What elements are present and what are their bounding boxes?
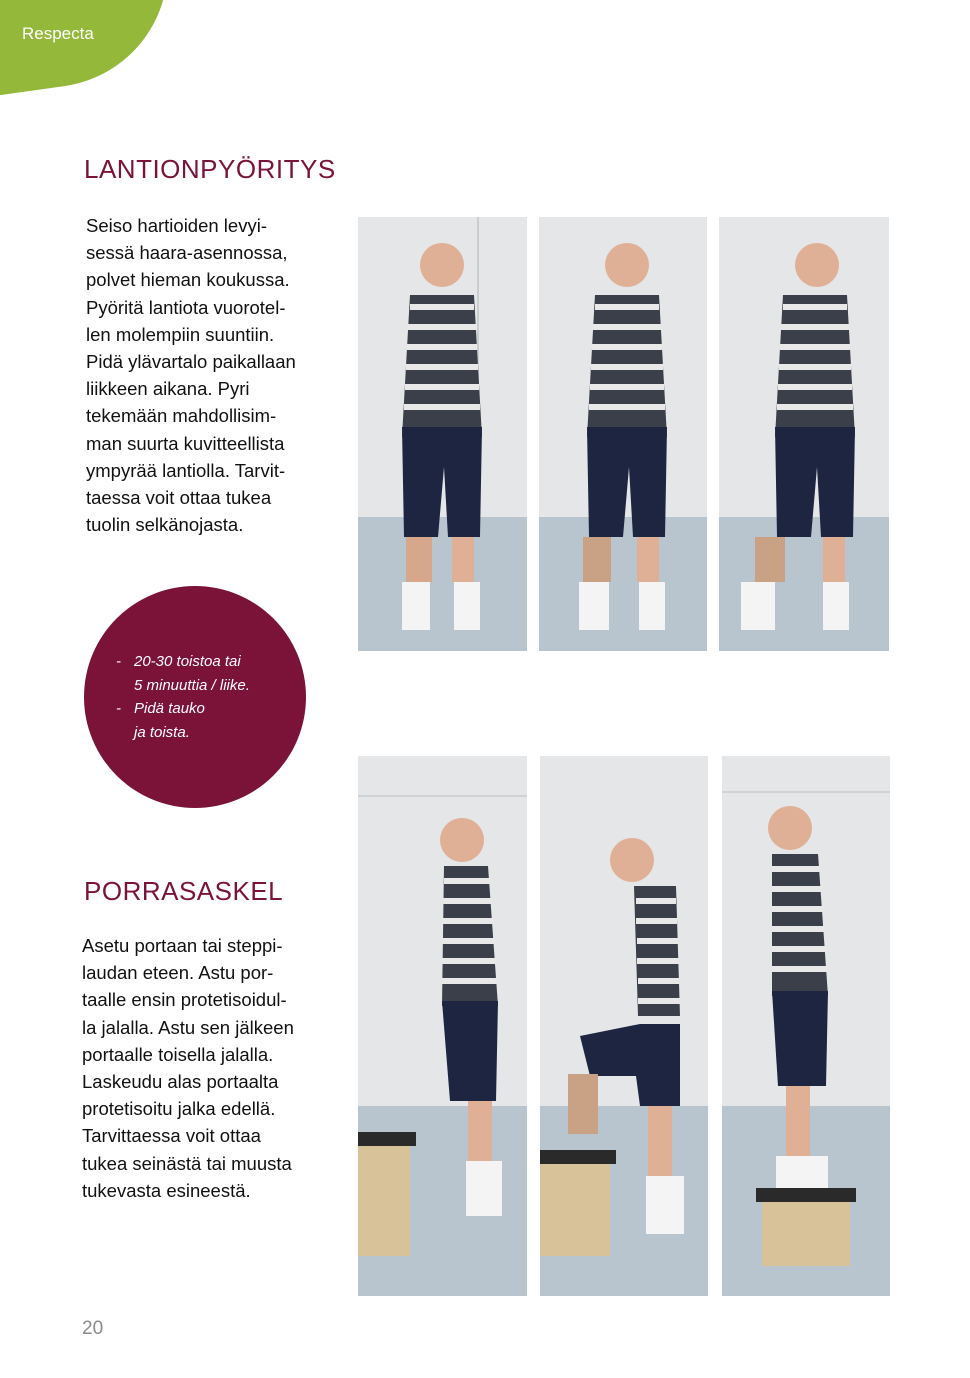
section-text-porrasaskel: Asetu portaan tai steppi- laudan eteen. Astu por- taalle ensin protetisoidul- la jalalla. Astu sen jälkeen portaalle toisella jalalla. Laskeudu alas portaalta protetisoitu jalka edellä. Tarvittaessa voit ottaa tukea seinästä tai muusta tukevasta esineestä. [82, 935, 294, 1201]
brand-shape [0, 0, 183, 99]
section-title-lantionpyoritys: LANTIONPYÖRITYS [84, 154, 336, 184]
section-text-lantionpyoritys: Seiso hartioiden levyi- sessä haara-asennossa, polvet hieman koukussa. Pyöritä lantiota vuorotel- len molempiin suuntiin. Pidä ylävartalo paikallaan liikkeen aikana. Pyri tekemään mahdollisim- man suurta kuvitteellista ympyrää lantiolla. Tarvit- taessa voit ottaa tukea tuolin selkänojasta. [86, 215, 296, 536]
photo-step-3 [722, 756, 890, 1296]
section-title-porrasaskel: PORRASASKEL [84, 876, 284, 906]
instruction-circle [84, 586, 306, 808]
photo-standing-3 [719, 217, 889, 651]
photo-step-2 [540, 756, 708, 1296]
page-number: 20 [82, 1318, 104, 1339]
photo-step-1 [358, 756, 527, 1296]
instruction-item: - 20-30 toistoa tai 5 minuuttia / liike. [116, 650, 250, 697]
photo-standing-1 [358, 217, 527, 651]
photo-standing-2 [539, 217, 707, 651]
brand-name: Respecta [22, 24, 94, 43]
instruction-list [116, 650, 250, 744]
instruction-item: - Pidä tauko ja toista. [116, 697, 250, 744]
